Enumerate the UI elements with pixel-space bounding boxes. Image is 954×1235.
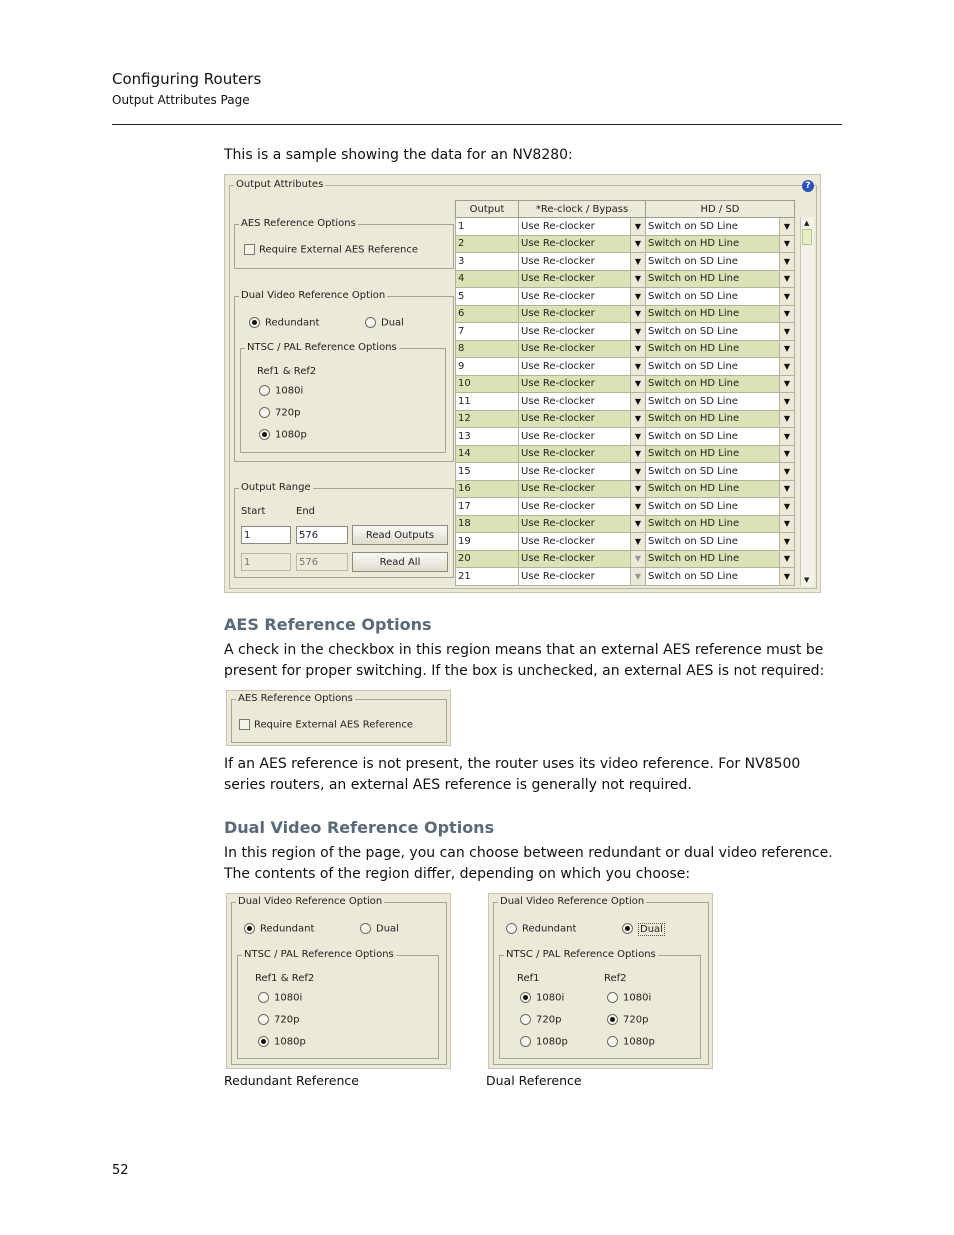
hdsd-cell[interactable]: Switch on SD Line xyxy=(646,463,780,481)
aes-example-title: AES Reference Options xyxy=(238,693,353,704)
output-cell[interactable]: 3 xyxy=(456,253,519,271)
hdsd-cell[interactable]: Switch on HD Line xyxy=(646,375,780,393)
left-ntsc-group xyxy=(237,949,439,1059)
reclock-cell[interactable]: Use Re-clocker xyxy=(519,270,631,288)
radio-selected-icon xyxy=(622,923,633,934)
hdsd-dropdown-icon[interactable]: ▼ xyxy=(779,253,794,271)
radio-selected-icon xyxy=(244,923,255,934)
aes-panel-example xyxy=(226,690,451,746)
left-ref-label: Ref1 & Ref2 xyxy=(255,973,315,984)
radio-icon xyxy=(520,1036,531,1047)
reclock-cell[interactable]: Use Re-clocker xyxy=(519,550,631,568)
hdsd-cell[interactable]: Switch on HD Line xyxy=(646,410,780,428)
ref-1080i-radio[interactable] xyxy=(259,385,303,397)
left-720p-radio[interactable] xyxy=(258,1014,299,1026)
ref1-1080i-radio[interactable] xyxy=(520,992,564,1004)
reclock-dropdown-icon[interactable]: ▼ xyxy=(630,305,645,323)
reclock-cell[interactable]: Use Re-clocker xyxy=(519,340,631,358)
radio-selected-icon xyxy=(520,992,531,1003)
hdsd-cell[interactable]: Switch on SD Line xyxy=(646,253,780,271)
table-row[interactable] xyxy=(456,218,795,236)
output-cell[interactable]: 10 xyxy=(456,375,519,393)
radio-icon xyxy=(259,407,270,418)
header-divider xyxy=(112,124,842,125)
reclock-cell[interactable]: Use Re-clocker xyxy=(519,305,631,323)
option-label: 720p xyxy=(275,407,301,419)
table-row[interactable] xyxy=(456,463,795,481)
reclock-cell[interactable]: Use Re-clocker xyxy=(519,253,631,271)
hdsd-cell[interactable]: Switch on HD Line xyxy=(646,235,780,253)
end-input[interactable]: 576 xyxy=(296,526,348,544)
radio-selected-icon xyxy=(259,429,270,440)
hdsd-dropdown-icon[interactable]: ▼ xyxy=(779,288,794,306)
radio-selected-icon xyxy=(607,1014,618,1025)
radio-selected-icon xyxy=(258,1036,269,1047)
redundant-dual-group xyxy=(231,896,447,1065)
dual-label: Dual xyxy=(376,923,399,935)
ntsc-pal-group xyxy=(240,342,446,453)
output-cell[interactable]: 9 xyxy=(456,358,519,376)
reclock-cell[interactable]: Use Re-clocker xyxy=(519,568,631,586)
reclock-dropdown-icon[interactable]: ▼ xyxy=(630,480,645,498)
reclock-dropdown-icon[interactable]: ▼ xyxy=(630,533,645,551)
output-cell[interactable]: 17 xyxy=(456,498,519,516)
hdsd-dropdown-icon[interactable]: ▼ xyxy=(779,568,794,586)
start-input-disabled: 1 xyxy=(241,553,291,571)
hdsd-cell[interactable]: Switch on HD Line xyxy=(646,445,780,463)
start-input[interactable]: 1 xyxy=(241,526,291,544)
reclock-cell[interactable]: Use Re-clocker xyxy=(519,235,631,253)
hdsd-cell[interactable]: Switch on HD Line xyxy=(646,515,780,533)
ref-1080p-radio[interactable] xyxy=(259,429,307,441)
output-cell[interactable]: 6 xyxy=(456,305,519,323)
reclock-cell[interactable]: Use Re-clocker xyxy=(519,515,631,533)
hdsd-cell[interactable]: Switch on SD Line xyxy=(646,568,780,586)
table-row[interactable] xyxy=(456,428,795,446)
reclock-dropdown-icon[interactable]: ▼ xyxy=(630,375,645,393)
reclock-cell[interactable]: Use Re-clocker xyxy=(519,498,631,516)
dual-label: Dual xyxy=(381,317,404,329)
redundant-label: Redundant xyxy=(265,317,320,329)
table-row[interactable] xyxy=(456,375,795,393)
redundant-panel-example xyxy=(226,893,451,1069)
page-number: 52 xyxy=(112,1163,129,1178)
output-cell[interactable]: 19 xyxy=(456,533,519,551)
redundant-radio-left[interactable] xyxy=(244,923,314,935)
radio-icon xyxy=(259,385,270,396)
output-cell[interactable]: 14 xyxy=(456,445,519,463)
dual-caption: Dual Reference xyxy=(486,1073,582,1088)
hdsd-dropdown-icon[interactable]: ▼ xyxy=(779,480,794,498)
help-icon[interactable]: ? xyxy=(802,180,814,192)
hdsd-dropdown-icon[interactable]: ▼ xyxy=(779,498,794,516)
aes-example-label: Require External AES Reference xyxy=(254,719,414,731)
radio-icon xyxy=(506,923,517,934)
table-row[interactable] xyxy=(456,253,795,271)
radio-selected-icon xyxy=(249,317,260,328)
reclock-cell[interactable]: Use Re-clocker xyxy=(519,393,631,411)
reclock-dropdown-icon[interactable]: ▼ xyxy=(630,515,645,533)
option-label: 720p xyxy=(274,1014,300,1026)
table-row[interactable] xyxy=(456,393,795,411)
hdsd-dropdown-icon[interactable]: ▼ xyxy=(779,375,794,393)
ref1-720p-radio[interactable] xyxy=(520,1014,561,1026)
redundant-dual-title: Dual Video Reference Option xyxy=(238,896,383,907)
reclock-cell[interactable]: Use Re-clocker xyxy=(519,480,631,498)
hdsd-dropdown-icon[interactable]: ▼ xyxy=(779,428,794,446)
reclock-dropdown-icon[interactable]: ▼ xyxy=(630,410,645,428)
reclock-cell[interactable]: Use Re-clocker xyxy=(519,358,631,376)
hdsd-cell[interactable]: Switch on SD Line xyxy=(646,533,780,551)
option-label: 720p xyxy=(623,1014,649,1026)
chapter-title: Configuring Routers xyxy=(112,70,262,88)
reclock-dropdown-icon[interactable]: ▼ xyxy=(630,463,645,481)
checkbox-icon xyxy=(239,719,250,730)
reclock-cell[interactable]: Use Re-clocker xyxy=(519,533,631,551)
right-ntsc-title: NTSC / PAL Reference Options xyxy=(506,949,656,960)
option-label: 1080p xyxy=(274,1036,306,1048)
reclock-cell[interactable]: Use Re-clocker xyxy=(519,410,631,428)
table-row[interactable] xyxy=(456,533,795,551)
aes-options-title: AES Reference Options xyxy=(241,218,356,229)
reclock-cell[interactable]: Use Re-clocker xyxy=(519,445,631,463)
hdsd-dropdown-icon[interactable]: ▼ xyxy=(779,533,794,551)
hdsd-dropdown-icon[interactable]: ▼ xyxy=(779,270,794,288)
read-outputs-button[interactable]: Read Outputs xyxy=(352,525,448,545)
table-row[interactable] xyxy=(456,340,795,358)
hdsd-cell[interactable]: Switch on HD Line xyxy=(646,305,780,323)
output-range-group xyxy=(234,482,454,578)
aes-example-group xyxy=(231,693,447,743)
reclock-dropdown-icon[interactable]: ▼ xyxy=(630,253,645,271)
radio-icon xyxy=(607,1036,618,1047)
intro-text: This is a sample showing the data for an NV8280: xyxy=(224,147,573,163)
hdsd-cell[interactable]: Switch on SD Line xyxy=(646,393,780,411)
ntsc-pal-title: NTSC / PAL Reference Options xyxy=(247,342,397,353)
reclock-dropdown-icon[interactable]: ▼ xyxy=(630,235,645,253)
radio-icon xyxy=(365,317,376,328)
table-row[interactable] xyxy=(456,445,795,463)
output-cell[interactable]: 8 xyxy=(456,340,519,358)
redundant-radio-right[interactable] xyxy=(506,923,576,935)
dual-radio-right[interactable] xyxy=(622,923,665,935)
reclock-dropdown-icon[interactable]: ▼ xyxy=(630,498,645,516)
aes-example-checkbox[interactable] xyxy=(239,719,413,731)
hdsd-cell[interactable]: Switch on HD Line xyxy=(646,480,780,498)
right-ntsc-group xyxy=(499,949,701,1059)
hdsd-dropdown-icon[interactable]: ▼ xyxy=(779,305,794,323)
reclock-cell[interactable]: Use Re-clocker xyxy=(519,463,631,481)
hdsd-dropdown-icon[interactable]: ▼ xyxy=(779,515,794,533)
dual-dual-title: Dual Video Reference Option xyxy=(500,896,645,907)
table-row[interactable] xyxy=(456,515,795,533)
dual-dual-group xyxy=(493,896,709,1065)
ref2-1080p-radio[interactable] xyxy=(607,1036,655,1048)
require-aes-checkbox[interactable] xyxy=(244,244,418,256)
read-all-button[interactable]: Read All xyxy=(352,552,448,572)
reclock-cell[interactable]: Use Re-clocker xyxy=(519,288,631,306)
col-output[interactable]: Output xyxy=(456,201,519,218)
dual-radio-left[interactable] xyxy=(360,923,399,935)
output-cell[interactable]: 5 xyxy=(456,288,519,306)
table-row[interactable] xyxy=(456,410,795,428)
reclock-cell[interactable]: Use Re-clocker xyxy=(519,375,631,393)
start-label: Start xyxy=(241,506,266,517)
hdsd-dropdown-icon[interactable]: ▼ xyxy=(779,235,794,253)
option-label: 1080i xyxy=(536,992,565,1004)
output-cell[interactable]: 4 xyxy=(456,270,519,288)
hdsd-dropdown-icon[interactable]: ▼ xyxy=(779,358,794,376)
output-range-title: Output Range xyxy=(241,482,311,493)
table-row[interactable] xyxy=(456,498,795,516)
radio-icon xyxy=(520,1014,531,1025)
end-label: End xyxy=(296,506,316,517)
ref-label: Ref1 & Ref2 xyxy=(257,366,317,377)
output-attributes-title: Output Attributes xyxy=(236,179,324,190)
col-reclock[interactable]: *Re-clock / Bypass xyxy=(519,201,646,218)
reclock-dropdown-icon[interactable]: ▼ xyxy=(630,358,645,376)
section-subtitle: Output Attributes Page xyxy=(112,93,250,107)
table-row[interactable] xyxy=(456,288,795,306)
hdsd-cell[interactable]: Switch on HD Line xyxy=(646,340,780,358)
hdsd-dropdown-icon[interactable]: ▼ xyxy=(779,445,794,463)
hdsd-cell[interactable]: Switch on HD Line xyxy=(646,550,780,568)
aes-heading: AES Reference Options xyxy=(224,615,432,634)
hdsd-dropdown-icon[interactable]: ▼ xyxy=(779,550,794,568)
reclock-dropdown-icon[interactable]: ▼ xyxy=(630,428,645,446)
dual-panel-example xyxy=(488,893,713,1069)
hdsd-cell[interactable]: Switch on SD Line xyxy=(646,498,780,516)
checkbox-icon xyxy=(244,244,255,255)
radio-icon xyxy=(258,1014,269,1025)
ref1-label: Ref1 xyxy=(517,973,540,984)
aes-options-group xyxy=(234,218,454,269)
ref2-1080i-radio[interactable] xyxy=(607,992,651,1004)
hdsd-cell[interactable]: Switch on SD Line xyxy=(646,428,780,446)
end-input-disabled: 576 xyxy=(296,553,348,571)
output-cell[interactable]: 21 xyxy=(456,568,519,586)
reclock-dropdown-icon[interactable]: ▼ xyxy=(630,218,645,236)
reclock-dropdown-icon[interactable]: ▼ xyxy=(630,340,645,358)
aes-paragraph-2: If an AES reference is not present, the router uses its video reference. For NV8500 series routers, an external AES reference is generally not required. xyxy=(224,756,801,793)
output-cell[interactable]: 7 xyxy=(456,323,519,341)
output-cell[interactable]: 18 xyxy=(456,515,519,533)
reclock-dropdown-icon[interactable]: ▼ xyxy=(630,393,645,411)
option-label: 1080i xyxy=(274,992,303,1004)
output-cell[interactable]: 20 xyxy=(456,550,519,568)
hdsd-cell[interactable]: Switch on SD Line xyxy=(646,288,780,306)
reclock-dropdown-icon[interactable]: ▼ xyxy=(630,323,645,341)
redundant-label: Redundant xyxy=(260,923,315,935)
output-cell[interactable]: 12 xyxy=(456,410,519,428)
scroll-down-icon[interactable]: ▼ xyxy=(804,576,810,584)
ref1-1080p-radio[interactable] xyxy=(520,1036,568,1048)
ref2-label: Ref2 xyxy=(604,973,627,984)
table-row[interactable] xyxy=(456,550,795,568)
aes-paragraph-1: A check in the checkbox in this region means that an external AES reference must be present for proper switching. If the box is unchecked, an external AES is not required: xyxy=(224,642,825,679)
reclock-dropdown-icon[interactable]: ▼ xyxy=(630,445,645,463)
dual-video-group xyxy=(234,290,454,462)
reclock-cell[interactable]: Use Re-clocker xyxy=(519,323,631,341)
table-scrollbar[interactable] xyxy=(800,217,814,586)
output-table xyxy=(455,200,795,586)
option-label: 1080i xyxy=(623,992,652,1004)
hdsd-cell[interactable]: Switch on SD Line xyxy=(646,218,780,236)
option-label: 1080p xyxy=(275,429,307,441)
col-hd-sd[interactable]: HD / SD xyxy=(646,201,795,218)
reclock-cell[interactable]: Use Re-clocker xyxy=(519,428,631,446)
option-label: 1080p xyxy=(536,1036,568,1048)
output-cell[interactable]: 2 xyxy=(456,235,519,253)
hdsd-cell[interactable]: Switch on SD Line xyxy=(646,358,780,376)
redundant-label: Redundant xyxy=(522,923,577,935)
dual-video-title: Dual Video Reference Option xyxy=(241,290,386,301)
left-1080i-radio[interactable] xyxy=(258,992,302,1004)
ref2-720p-radio[interactable] xyxy=(607,1014,648,1026)
hdsd-dropdown-icon[interactable]: ▼ xyxy=(779,323,794,341)
table-row[interactable] xyxy=(456,358,795,376)
radio-icon xyxy=(607,992,618,1003)
reclock-dropdown-icon[interactable]: ▼ xyxy=(630,288,645,306)
dual-radio[interactable] xyxy=(365,317,404,329)
table-row[interactable] xyxy=(456,323,795,341)
left-1080p-radio[interactable] xyxy=(258,1036,306,1048)
redundant-caption: Redundant Reference xyxy=(224,1073,359,1088)
hdsd-dropdown-icon[interactable]: ▼ xyxy=(779,463,794,481)
reclock-cell[interactable]: Use Re-clocker xyxy=(519,218,631,236)
scroll-thumb[interactable] xyxy=(802,229,812,245)
output-cell[interactable]: 16 xyxy=(456,480,519,498)
option-label: 720p xyxy=(536,1014,562,1026)
output-cell[interactable]: 1 xyxy=(456,218,519,236)
radio-icon xyxy=(258,992,269,1003)
radio-icon xyxy=(360,923,371,934)
dual-paragraph: In this region of the page, you can choose between redundant or dual video reference. The contents of the region differ, depending on which you choose: xyxy=(224,845,833,882)
dual-label: Dual xyxy=(640,923,663,935)
hdsd-cell[interactable]: Switch on HD Line xyxy=(646,270,780,288)
table-row[interactable] xyxy=(456,305,795,323)
output-attributes-panel xyxy=(224,174,821,593)
output-cell[interactable]: 11 xyxy=(456,393,519,411)
reclock-dropdown-icon[interactable]: ▼ xyxy=(630,568,645,586)
table-row[interactable] xyxy=(456,480,795,498)
reclock-dropdown-icon[interactable]: ▼ xyxy=(630,270,645,288)
require-aes-label: Require External AES Reference xyxy=(259,244,419,256)
redundant-radio[interactable] xyxy=(249,317,319,329)
dual-heading: Dual Video Reference Options xyxy=(224,818,495,837)
table-row[interactable] xyxy=(456,235,795,253)
hdsd-dropdown-icon[interactable]: ▼ xyxy=(779,340,794,358)
hdsd-dropdown-icon[interactable]: ▼ xyxy=(779,393,794,411)
reclock-dropdown-icon[interactable]: ▼ xyxy=(630,550,645,568)
output-cell[interactable]: 15 xyxy=(456,463,519,481)
table-row[interactable] xyxy=(456,568,795,586)
ref-720p-radio[interactable] xyxy=(259,407,300,419)
option-label: 1080i xyxy=(275,385,304,397)
output-cell[interactable]: 13 xyxy=(456,428,519,446)
left-ntsc-title: NTSC / PAL Reference Options xyxy=(244,949,394,960)
hdsd-cell[interactable]: Switch on SD Line xyxy=(646,323,780,341)
table-row[interactable] xyxy=(456,270,795,288)
hdsd-dropdown-icon[interactable]: ▼ xyxy=(779,218,794,236)
option-label: 1080p xyxy=(623,1036,655,1048)
hdsd-dropdown-icon[interactable]: ▼ xyxy=(779,410,794,428)
scroll-up-icon[interactable]: ▲ xyxy=(804,219,810,227)
